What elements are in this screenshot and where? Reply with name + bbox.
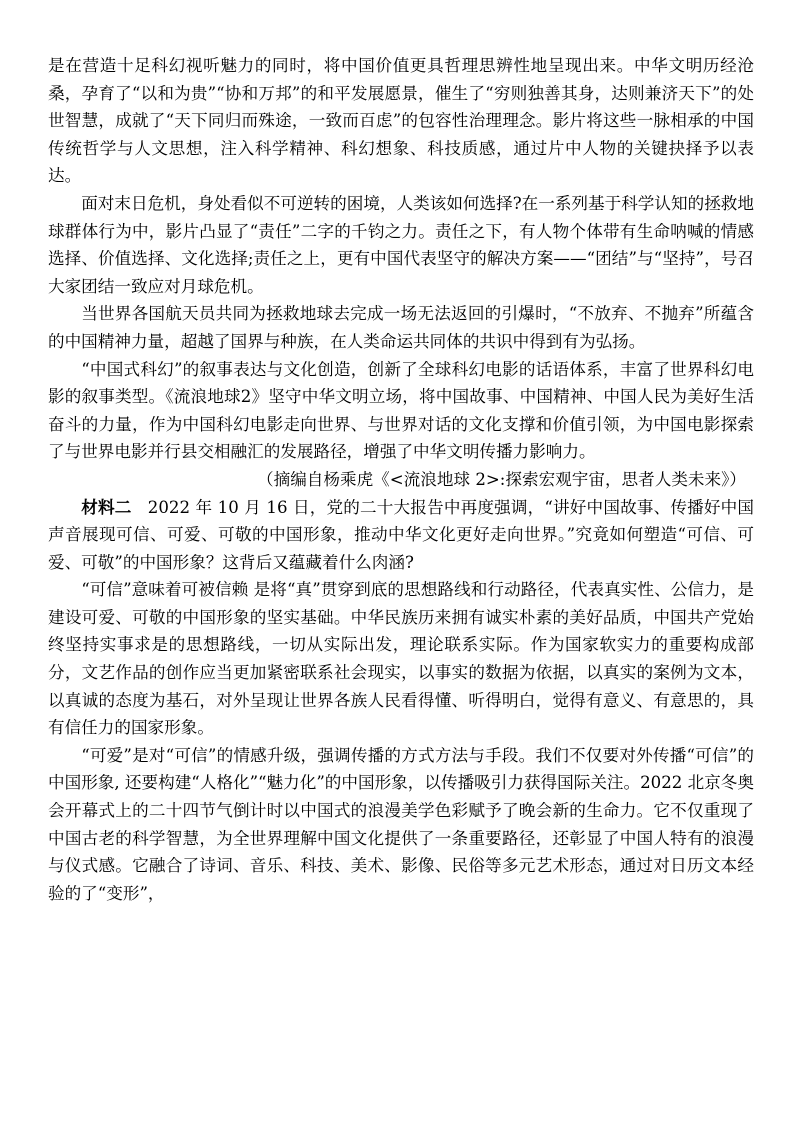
material-two-paragraph: [48, 494, 754, 577]
paragraph-1: 是在营造十足科幻视听魅力的同时，将中国价值更具哲理思辨性地呈现出来。中华文明历经沧桑，孕育了“以和为贵”“协和万邦”的和平发展愿景，催生了“穷则独善其身，达则兼济天下”的处世智慧，成就了“天下同归而殊途，一致而百虑”的包容性治理理念。影片将这些一脉相承的中国传统哲学与人文思想，注入科学精神、科幻想象、科技质感，通过片中人物的关键抉择予以表达。: [48, 56, 754, 186]
material-two-label: 材料二: [81, 496, 132, 517]
material-two-text: 2022 年 10 月 16 日，党的二十大报告中再度强调，“讲好中国故事、传播好中国声音展现可信、可爱、可敬的中国形象，推动中华文化更好走向世界。”究竟如何塑造“可信、可爱、可敬”的中国形象？这背后又蕴藏着什么肉涵?: [48, 497, 754, 572]
paragraph-3: 当世界各国航天员共同为拯救地球去完成一场无法返回的引爆时，“不放弃、不抛弃”所蕴含的中国精神力量，超越了国界与种族，在人类命运共同体的共识中得到有为弘扬。: [48, 304, 754, 351]
paragraph-2: 面对末日危机，身处看似不可逆转的困境，人类该如何选择?在一系列基于科学认知的拯救地球群体行为中，影片凸显了“责任”二字的千钧之力。责任之下，有人物个体带有生命呐喊的情感选择、价值选择、文化选择;责任之上，更有中国代表坚守的解决方案——“团结”与“坚持”，号召大家团结一致应对月球危机。: [48, 193, 754, 296]
paragraph-4: “中国式科幻”的叙事表达与文化创造，创新了全球科幻电影的话语体系，丰富了世界科幻电影的叙事类型。《流浪地球2》坚守中华文明立场，将中国故事、中国精神、中国人民为美好生活奋斗的力量，作为中国科幻电影走向世界、与世界对话的文化支撑和价值引领，为中国电影探索了与世界电影并行县交相融汇的发展路径，增强了中华文明传播力影响力。: [48, 359, 754, 462]
paragraph-credible: “可信”意味着可被信赖 是将“真”贯穿到底的思想路线和行动路径，代表真实性、公信力，是建设可爱、可敬的中国形象的坚实基础。中华民族历来拥有诚实朴素的美好品质，中国共产党始终坚持实事求是的思想路线，一切从实际出发，理论联系实际。作为国家软实力的重要构成部分，文艺作品的创作应当更加紧密联系社会现实，以事实的数据为依据，以真实的案例为文本，以真诚的态度为基石，对外呈现让世界各族人民看得懂、听得明白，觉得有意义、有意思的，具有信任力的国家形象。: [48, 580, 754, 738]
paragraph-lovable: “可爱”是对“可信”的情感升级，强调传播的方式方法与手段。我们不仅要对外传播“可信”的中国形象, 还要构建“人格化”“魅力化”的中国形象，以传播吸引力获得国际关注。2022 北京冬奥会开幕式上的二十四节气倒计时以中国式的浪漫美学色彩赋予了晚会新的生命力。它不仅重现了中国古老的科学智慧，为全世界理解中国文化提供了一条重要路径，还彰显了中国人特有的浪漫与仪式感。它融合了诗词、音乐、科技、美术、影像、民俗等多元艺术形态，通过对日历文本经验的了“变形”，: [48, 745, 754, 903]
source-citation: （摘编自杨乘虎《<流浪地球 2>:探索宏观宇宙，思者人类未来》）: [257, 469, 746, 489]
